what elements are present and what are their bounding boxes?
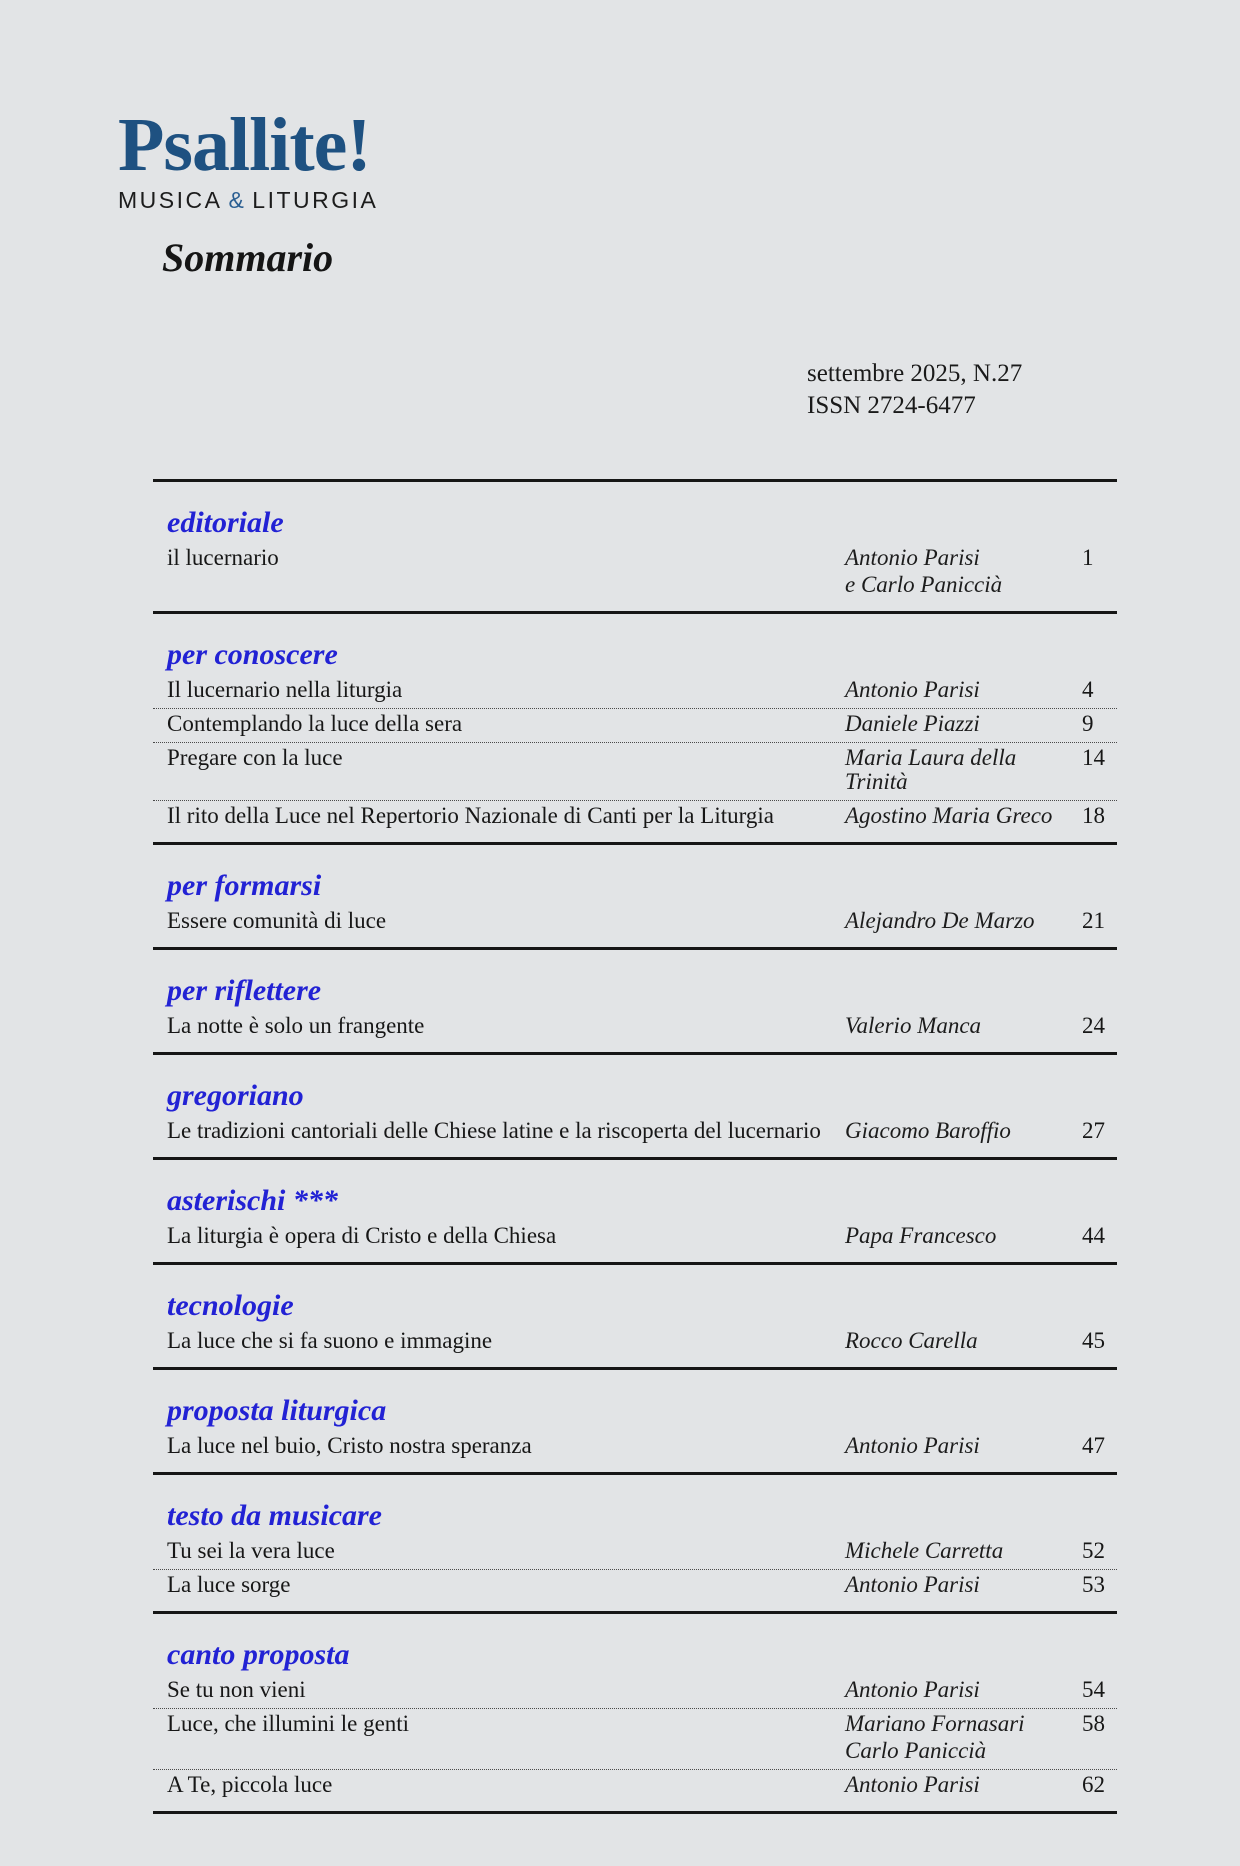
toc-section xyxy=(153,1052,1117,1157)
entry-authors xyxy=(845,804,1082,831)
entry-title: A Te, piccola luce xyxy=(167,1772,333,1797)
entry-title: La luce nel buio, Cristo nostra speranza xyxy=(167,1433,532,1458)
section-rows xyxy=(153,1011,1117,1044)
toc-entry xyxy=(153,675,1117,709)
toc-entry xyxy=(153,543,1117,603)
toc-section xyxy=(153,1472,1117,1611)
toc-entry xyxy=(153,1221,1117,1254)
entry-author: Michele Carretta xyxy=(845,1538,1004,1563)
entry-authors xyxy=(845,746,1082,797)
section-heading: asterischi *** xyxy=(167,1184,338,1217)
entry-authors xyxy=(845,678,1082,705)
toc-section xyxy=(153,947,1117,1052)
entry-title: Tu sei la vera luce xyxy=(167,1538,335,1563)
section-rows xyxy=(153,543,1117,603)
entry-author: Papa Francesco xyxy=(845,1223,997,1248)
toc-entry xyxy=(153,1536,1117,1570)
entry-author: Valerio Manca xyxy=(845,1013,982,1038)
entry-author: Mariano Fornasari xyxy=(845,1711,1025,1736)
entry-page: 44 xyxy=(1082,1223,1105,1248)
section-rows xyxy=(153,1221,1117,1254)
entry-authors xyxy=(845,909,1082,936)
entry-page: 62 xyxy=(1082,1772,1105,1797)
magazine-toc-page xyxy=(0,103,1240,1866)
entry-author: Antonio Parisi xyxy=(845,677,980,702)
entry-author: Antonio Parisi xyxy=(845,1433,980,1458)
logo-ampersand: & xyxy=(228,187,247,213)
toc-entry xyxy=(153,709,1117,743)
section-heading: tecnologie xyxy=(167,1289,294,1322)
entry-author: Antonio Parisi xyxy=(845,545,980,570)
entry-author: Alejandro De Marzo xyxy=(845,908,1035,933)
masthead xyxy=(118,103,1240,213)
entry-author: Antonio Parisi xyxy=(845,1677,980,1702)
entry-page: 52 xyxy=(1082,1538,1105,1563)
entry-authors xyxy=(845,1573,1082,1600)
entry-page: 21 xyxy=(1082,908,1105,933)
entry-author: Giacomo Baroffio xyxy=(845,1118,1011,1143)
toc-section xyxy=(153,479,1117,611)
entry-authors xyxy=(845,1773,1082,1800)
section-rows xyxy=(153,1326,1117,1359)
toc-entry xyxy=(153,1431,1117,1464)
entry-page: 54 xyxy=(1082,1677,1105,1702)
toc-entry xyxy=(153,1116,1117,1149)
toc-entry xyxy=(153,1709,1117,1770)
toc-entry xyxy=(153,1011,1117,1044)
toc-section xyxy=(153,1157,1117,1262)
entry-page: 47 xyxy=(1082,1433,1105,1458)
entry-authors xyxy=(845,1224,1082,1251)
section-rows xyxy=(153,1431,1117,1464)
entry-page: 9 xyxy=(1082,711,1094,736)
issue-meta xyxy=(807,358,1022,422)
entry-authors xyxy=(845,1539,1082,1566)
entry-author: e Carlo Paniccià xyxy=(845,572,1003,597)
section-rows xyxy=(153,906,1117,939)
entry-title: Il rito della Luce nel Repertorio Nazionale di Canti per la Liturgia xyxy=(167,803,774,828)
entry-title: Se tu non vieni xyxy=(167,1677,306,1702)
entry-author: Carlo Paniccià xyxy=(845,1738,987,1763)
section-heading: per conoscere xyxy=(167,638,338,671)
entry-page: 4 xyxy=(1082,677,1094,702)
entry-authors xyxy=(845,546,1082,600)
entry-authors xyxy=(845,1014,1082,1041)
entry-authors xyxy=(845,1678,1082,1705)
entry-page: 45 xyxy=(1082,1328,1105,1353)
section-rows xyxy=(153,1116,1117,1149)
entry-title: La luce che si fa suono e immagine xyxy=(167,1328,493,1353)
entry-title: il lucernario xyxy=(167,545,279,570)
page-title: Sommario xyxy=(162,235,334,280)
section-heading: testo da musicare xyxy=(167,1499,382,1532)
toc-section xyxy=(153,611,1117,842)
issue-date: settembre 2025, N.27 xyxy=(807,360,1023,387)
entry-page: 14 xyxy=(1082,745,1105,770)
entry-author: Daniele Piazzi xyxy=(845,711,980,736)
toc-section xyxy=(153,1262,1117,1367)
toc xyxy=(153,479,1117,1814)
entry-title: Essere comunità di luce xyxy=(167,908,387,933)
logo-subtitle-word2: LITURGIA xyxy=(252,187,379,213)
toc-entry xyxy=(153,1770,1117,1803)
entry-author: Maria Laura della Trinità xyxy=(845,745,1017,794)
section-heading: editoriale xyxy=(167,506,284,539)
section-heading: per riflettere xyxy=(167,974,322,1007)
entry-page: 24 xyxy=(1082,1013,1105,1038)
section-heading: proposta liturgica xyxy=(167,1394,387,1427)
section-rows xyxy=(153,1536,1117,1603)
logo-subtitle xyxy=(118,188,1240,213)
section-heading: per formarsi xyxy=(167,869,322,902)
section-rows xyxy=(153,675,1117,834)
toc-entry xyxy=(153,1326,1117,1359)
section-rows xyxy=(153,1675,1117,1803)
entry-title: La liturgia è opera di Cristo e della Chiesa xyxy=(167,1223,557,1248)
entry-page: 53 xyxy=(1082,1572,1105,1597)
toc-section xyxy=(153,842,1117,947)
entry-author: Antonio Parisi xyxy=(845,1572,980,1597)
entry-authors xyxy=(845,1119,1082,1146)
entry-author: Rocco Carella xyxy=(845,1328,978,1353)
toc-entry xyxy=(153,743,1117,801)
psallite-logo: Psallite! xyxy=(118,103,371,187)
entry-page: 27 xyxy=(1082,1118,1105,1143)
entry-title: Contemplando la luce della sera xyxy=(167,711,463,736)
toc-section xyxy=(153,1367,1117,1472)
entry-page: 1 xyxy=(1082,545,1094,570)
toc-entry xyxy=(153,906,1117,939)
issn-number: ISSN 2724-6477 xyxy=(807,392,976,419)
entry-author: Antonio Parisi xyxy=(845,1772,980,1797)
entry-page: 18 xyxy=(1082,803,1105,828)
entry-title: Il lucernario nella liturgia xyxy=(167,677,403,702)
entry-authors xyxy=(845,1434,1082,1461)
section-heading: gregoriano xyxy=(167,1079,304,1112)
entry-author: Agostino Maria Greco xyxy=(845,803,1053,828)
toc-entry xyxy=(153,1675,1117,1709)
entry-title: Le tradizioni cantoriali delle Chiese latine e la riscoperta del lucernario xyxy=(167,1118,821,1143)
entry-authors xyxy=(845,712,1082,739)
toc-entry xyxy=(153,1570,1117,1603)
entry-title: La notte è solo un frangente xyxy=(167,1013,425,1038)
entry-page: 58 xyxy=(1082,1711,1105,1736)
entry-authors xyxy=(845,1712,1082,1766)
entry-title: Pregare con la luce xyxy=(167,745,343,770)
section-heading: canto proposta xyxy=(167,1638,350,1671)
entry-title: La luce sorge xyxy=(167,1572,291,1597)
entry-authors xyxy=(845,1329,1082,1356)
entry-title: Luce, che illumini le genti xyxy=(167,1711,410,1736)
logo-subtitle-word1: MUSICA xyxy=(118,187,223,213)
toc-entry xyxy=(153,801,1117,834)
toc-section xyxy=(153,1611,1117,1811)
